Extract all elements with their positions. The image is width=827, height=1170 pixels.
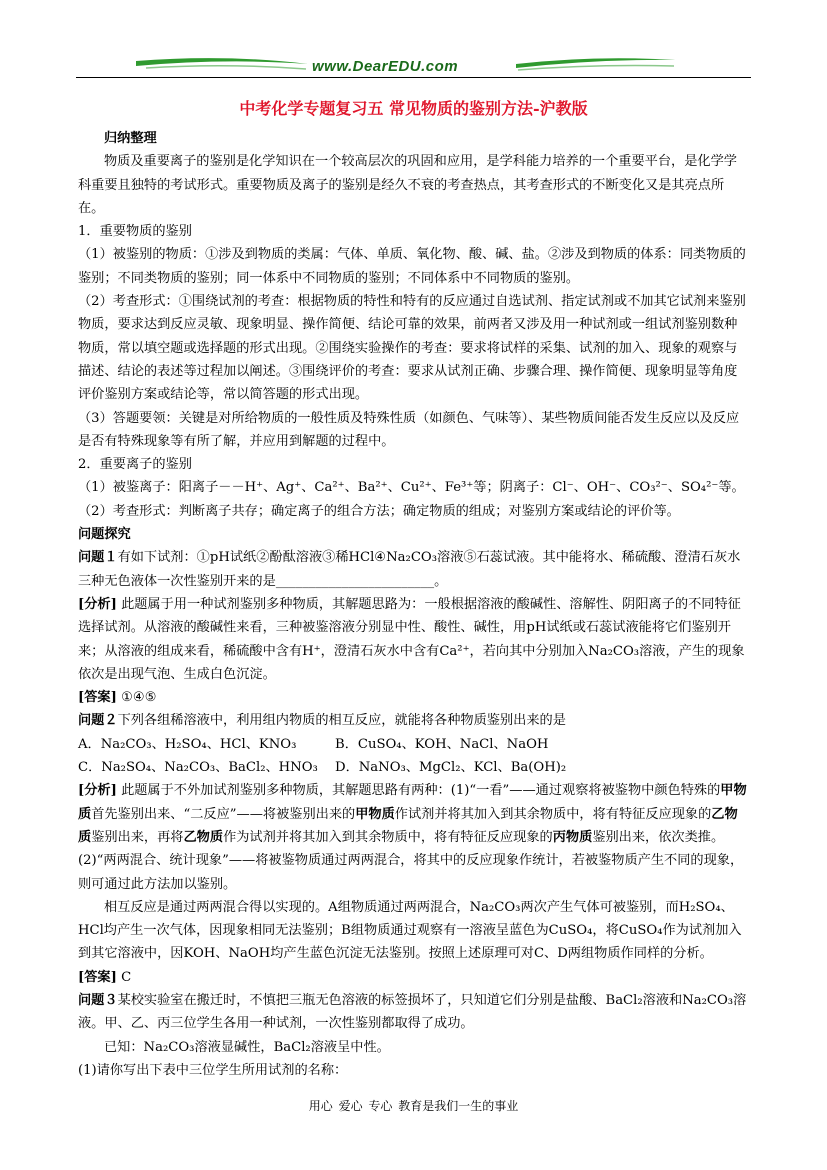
site-logo-text[interactable]: www.DearEDU.com — [312, 58, 459, 75]
page-title: 中考化学专题复习五 常见物质的鉴别方法-沪教版 — [239, 99, 588, 118]
option-a: A．Na₂CO₃、H₂SO₄、HCl、KNO₃ — [78, 736, 297, 752]
section-1-para-2: （2）考查形式：①围绕试剂的考查：根据物质的特性和特有的反应通过自选试剂、指定试剂或不加其它试剂来鉴别物质，要求达到反应灵敏、现象明显、操作简便、结论可靠的效果，前两者又涉及用一种试剂或一组试剂鉴别数种物质，常以填空题或选择题的形式出现。②围绕实验操作的考查：要求将试样的采集、试剂的加入、现象的观察与描述、结论的表述等过程加以阐述。③围绕评价的考查：要求从试剂正确、步骤合理、操作简便、现象明显等角度评价鉴别方案或结论等，常以简答题的形式出现。 — [78, 294, 746, 403]
page-header — [76, 52, 751, 84]
intro-paragraph: 物质及重要离子的鉴别是化学知识在一个较高层次的巩固和应用，是学科能力培养的一个重要平台，是化学学科重要且独特的考试形式。重要物质及离子的鉴别是经久不衰的考查热点，其考查形式的不断变化又是其亮点所在。 — [78, 154, 737, 216]
question-3-label: 问题３ — [78, 992, 118, 1008]
question-3-sub-1: (1)请你写出下表中三位学生所用试剂的名称： — [78, 1062, 348, 1078]
bold-term: 甲物质 — [78, 783, 747, 822]
question-3-text: 某校实验室在搬迁时，不慎把三瓶无色溶液的标签损坏了，只知道它们分别是盐酸、BaCl₂溶液和Na₂CO₃溶液。甲、乙、丙三位学生各用一种试剂，一次性鉴别都取得了成功。 — [78, 992, 747, 1032]
summary-heading: 归纳整理 — [104, 131, 157, 146]
question-2-label: 问题２ — [78, 713, 118, 729]
option-d: D．NaNO₃、MgCl₂、KCl、Ba(OH)₂ — [335, 760, 567, 776]
answer-text: ①④⑤ — [121, 690, 157, 706]
explore-heading: 问题探究 — [78, 527, 131, 543]
answer-text: C — [121, 969, 132, 985]
analysis-label: [分析] — [78, 596, 117, 612]
question-1 — [78, 546, 750, 593]
analysis-text: 此题属于用一种试剂鉴别多种物质，其解题思路为：一般根据溶液的酸碱性、溶解性、阴阳离子的不同特征选择试剂。从溶液的酸碱性来看，三种被鉴溶液分别显中性、酸性、碱性，用pH试纸或石蕊试液能将它们鉴别开来；从溶液的组成来看，稀硫酸中含有H⁺，澄清石灰水中含有Ca²⁺，若向其中分别加入Na₂CO₃溶液，产生的现象依次是出现气泡、生成白色沉淀。 — [78, 596, 745, 682]
section-2-para-1: （1）被鉴离子：阳离子－－H⁺、Ag⁺、Ca²⁺、Ba²⁺、Cu²⁺、Fe³⁺等；阴离子：Cl⁻、OH⁻、CO₃²⁻、SO₄²⁻等。 — [78, 480, 745, 496]
question-1-analysis — [78, 593, 750, 686]
analysis-text: 鉴别出来，再将 — [91, 829, 184, 845]
answer-label: [答案] — [78, 969, 117, 985]
question-1-answer — [78, 686, 750, 709]
page-footer: 用心 爱心 专心 教育是我们一生的事业 — [308, 1099, 519, 1113]
question-1-blank: ________________________。 — [275, 573, 448, 589]
bold-term: 甲物质 — [355, 806, 395, 822]
section-1-title: 1．重要物质的鉴别 — [78, 224, 192, 240]
options-row-1 — [78, 733, 750, 756]
section-1-para-1: （1）被鉴别的物质：①涉及到物质的类属：气体、单质、氧化物、酸、碱、盐。②涉及到物质的体系：同类物质的鉴别；不同类物质的鉴别；同一体系中不同物质的鉴别；不同体系中不同物质的鉴别。 — [78, 247, 746, 286]
question-2-text: 下列各组稀溶液中，利用组内物质的相互反应，就能将各种物质鉴别出来的是 — [117, 713, 566, 729]
question-2-answer — [78, 966, 750, 989]
question-1-label: 问题１ — [78, 550, 118, 566]
section-2-para-2: （2）考查形式：判断离子共存；确定离子的组合方法；确定物质的组成；对鉴别方案或结论的评价等。 — [78, 503, 680, 519]
question-3 — [78, 989, 750, 1036]
answer-label: [答案] — [78, 690, 117, 706]
question-2-analysis — [78, 779, 750, 895]
analysis-text: 作试剂并将其加入到其余物质中，将有特征反应现象的 — [394, 806, 712, 822]
question-1-text: 有如下试剂：①pH试纸②酚酞溶液③稀HCl④Na₂CO₃溶液⑤石蕊试液。其中能将水、稀硫酸、澄清石灰水三种无色液体一次性鉴别开来的是 — [78, 550, 741, 589]
document-body — [78, 127, 750, 1082]
section-2-title: 2．重要离子的鉴别 — [78, 457, 192, 473]
section-1-para-3: （3）答题要领：关键是对所给物质的一般性质及特殊性质（如颜色、气味等）、某些物质间能否发生反应以及反应是否有特殊现象等有所了解，并应用到解题的过程中。 — [78, 410, 740, 449]
bold-term: 丙物质 — [552, 829, 593, 845]
question-2-analysis-2: 相互反应是通过两两混合得以实现的。A组物质通过两两混合，Na₂CO₃两次产生气体可被鉴别，而H₂SO₄、HCl均产生一次气体，因现象相同无法鉴别；B组物质通过观察有一溶液呈蓝色为CuSO₄，将CuSO₄作为试剂加入到其它溶液中，因KOH、NaOH均产生蓝色沉淀无法鉴别。按照上述原理可对C、D两组物质作同样的分析。 — [78, 899, 742, 962]
option-c: C．Na₂SO₄、Na₂CO₃、BaCl₂、HNO₃ — [78, 760, 318, 776]
question-3-known: 已知：Na₂CO₃溶液显碱性，BaCl₂溶液呈中性。 — [104, 1039, 390, 1055]
analysis-text: 鉴别出来，依次类推。(2)“两两混合、统计现象”——将被鉴物质通过两两混合，将其中的反应现象作统计，若被鉴物质产生不同的现象，则可通过此方法加以鉴别。 — [78, 829, 744, 892]
analysis-label: [分析] — [78, 783, 117, 799]
question-2 — [78, 709, 750, 732]
bold-term: 乙物质 — [78, 806, 738, 845]
analysis-text: 首先鉴别出来、“二反应”——将被鉴别出来的 — [91, 806, 356, 822]
analysis-text: 作为试剂并将其加入到其余物质中，将有特征反应现象的 — [223, 829, 553, 845]
options-row-2 — [78, 756, 750, 779]
bold-term: 乙物质 — [183, 829, 224, 845]
option-b: B．CuSO₄、KOH、NaCl、NaOH — [335, 736, 549, 752]
header-divider — [76, 77, 751, 78]
analysis-text: 此题属于不外加试剂鉴别多种物质，其解题思路有两种：(1)“一看”——通过观察将被鉴物中颜色特殊的 — [121, 783, 721, 799]
